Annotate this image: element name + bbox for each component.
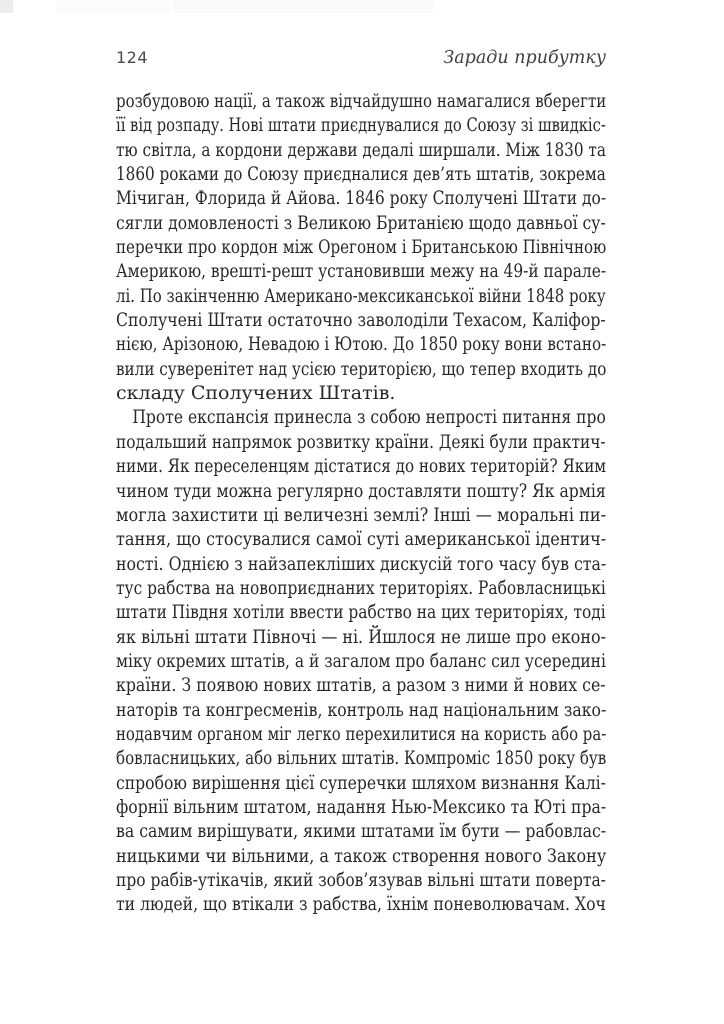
body-line: про рабів-утікачів, який зобов’язував вільні штати поверта- (116, 869, 606, 891)
body-line: країни. З появою нових штатів, а разом з ними й нових се- (116, 674, 606, 697)
body-line: Америкою, врешті-решт установивши межу на 49-й парале- (116, 260, 607, 283)
body-line: 1860 роками до Союзу приєдналися дев’ять штатів, зокрема (116, 163, 606, 186)
body-line: її від розпаду. Нові штати приєднувалися до Союзу зі швидкіс- (116, 114, 606, 137)
body-line: Сполучені Штати остаточно заволоділи Техасом, Каліфор- (116, 309, 606, 332)
body-line: форнії вільним штатом, надання Нью-Мексико та Юті пра- (116, 795, 607, 818)
body-line: бовласницьких, або вільних штатів. Компроміс 1850 року був (116, 747, 607, 770)
screen-edge-artifact (173, 0, 433, 13)
page-number: 124 (116, 48, 149, 67)
body-line: складу Сполучених Штатів. (116, 382, 396, 405)
body-line: ницькими чи вільними, а також створення нового Закону (116, 844, 607, 867)
body-line: спробою вирішення цієї суперечки шляхом визнання Калі- (116, 771, 606, 794)
body-line: міку окремих штатів, а й загалом про баланс сил усередині (116, 649, 606, 672)
body-line: чином туди можна регулярно доставляти пошту? Як армія (116, 479, 606, 502)
body-line: ності. Однією з найзапекліших дискусій того часу був ста- (116, 552, 607, 575)
body-line: могла захистити ці величезні землі? Інші — моральні пи- (116, 503, 607, 526)
body-line: Мічиган, Флорида й Айова. 1846 року Сполучені Штати до- (116, 187, 607, 210)
body-line: лі. По закінченню Американо-мексиканської війни 1848 року (116, 284, 606, 307)
body-line: нодавчим органом міг легко перехилитися на користь або ра- (116, 722, 607, 745)
body-line: розбудовою нації, а також відчайдушно намагалися вберегти (116, 90, 607, 112)
body-line: тання, що стосувалися самої суті американської ідентич- (116, 528, 607, 551)
body-line: як вільні штати Півночі — ні. Йшлося не лише про еконо- (116, 625, 606, 648)
body-line: ва самим вирішувати, якими штатами їм бути — рабовлас- (116, 820, 607, 843)
body-line: ти людей, що втікали з рабства, їхнім поневолювачам. Хоч (116, 893, 606, 916)
body-line: подальший напрямок розвитку країни. Деякі були практич- (116, 430, 606, 453)
body-text (116, 89, 606, 917)
body-line: Проте експансія принесла з собою непрості питання про (132, 406, 606, 429)
body-line: ними. Як переселенцям дістатися до нових територій? Яким (116, 455, 607, 478)
body-line: наторів та конгресменів, контроль над національним зако- (116, 698, 607, 721)
page-header (116, 48, 606, 68)
screen-corner-artifact (0, 0, 13, 13)
body-line: тус рабства на новоприєднаних територіях. Рабовласницькі (116, 576, 606, 599)
screen-edge-artifact (57, 0, 170, 13)
body-line: нією, Арізоною, Невадою і Ютою. До 1850 року вони встано- (116, 333, 607, 356)
body-line: штати Півдня хотіли ввести рабство на цих територіях, тоді (116, 601, 606, 624)
body-line: перечки про кордон між Орегоном і Британською Північною (116, 236, 607, 259)
body-line: вили суверенітет над усією територією, що тепер входить до (116, 357, 607, 380)
running-title: Заради прибутку (443, 48, 606, 68)
body-line: сягли домовленості з Великою Британією щодо давньої су- (116, 211, 606, 234)
body-line: тю світла, а кордони держави дедалі ширшали. Між 1830 та (116, 138, 606, 161)
